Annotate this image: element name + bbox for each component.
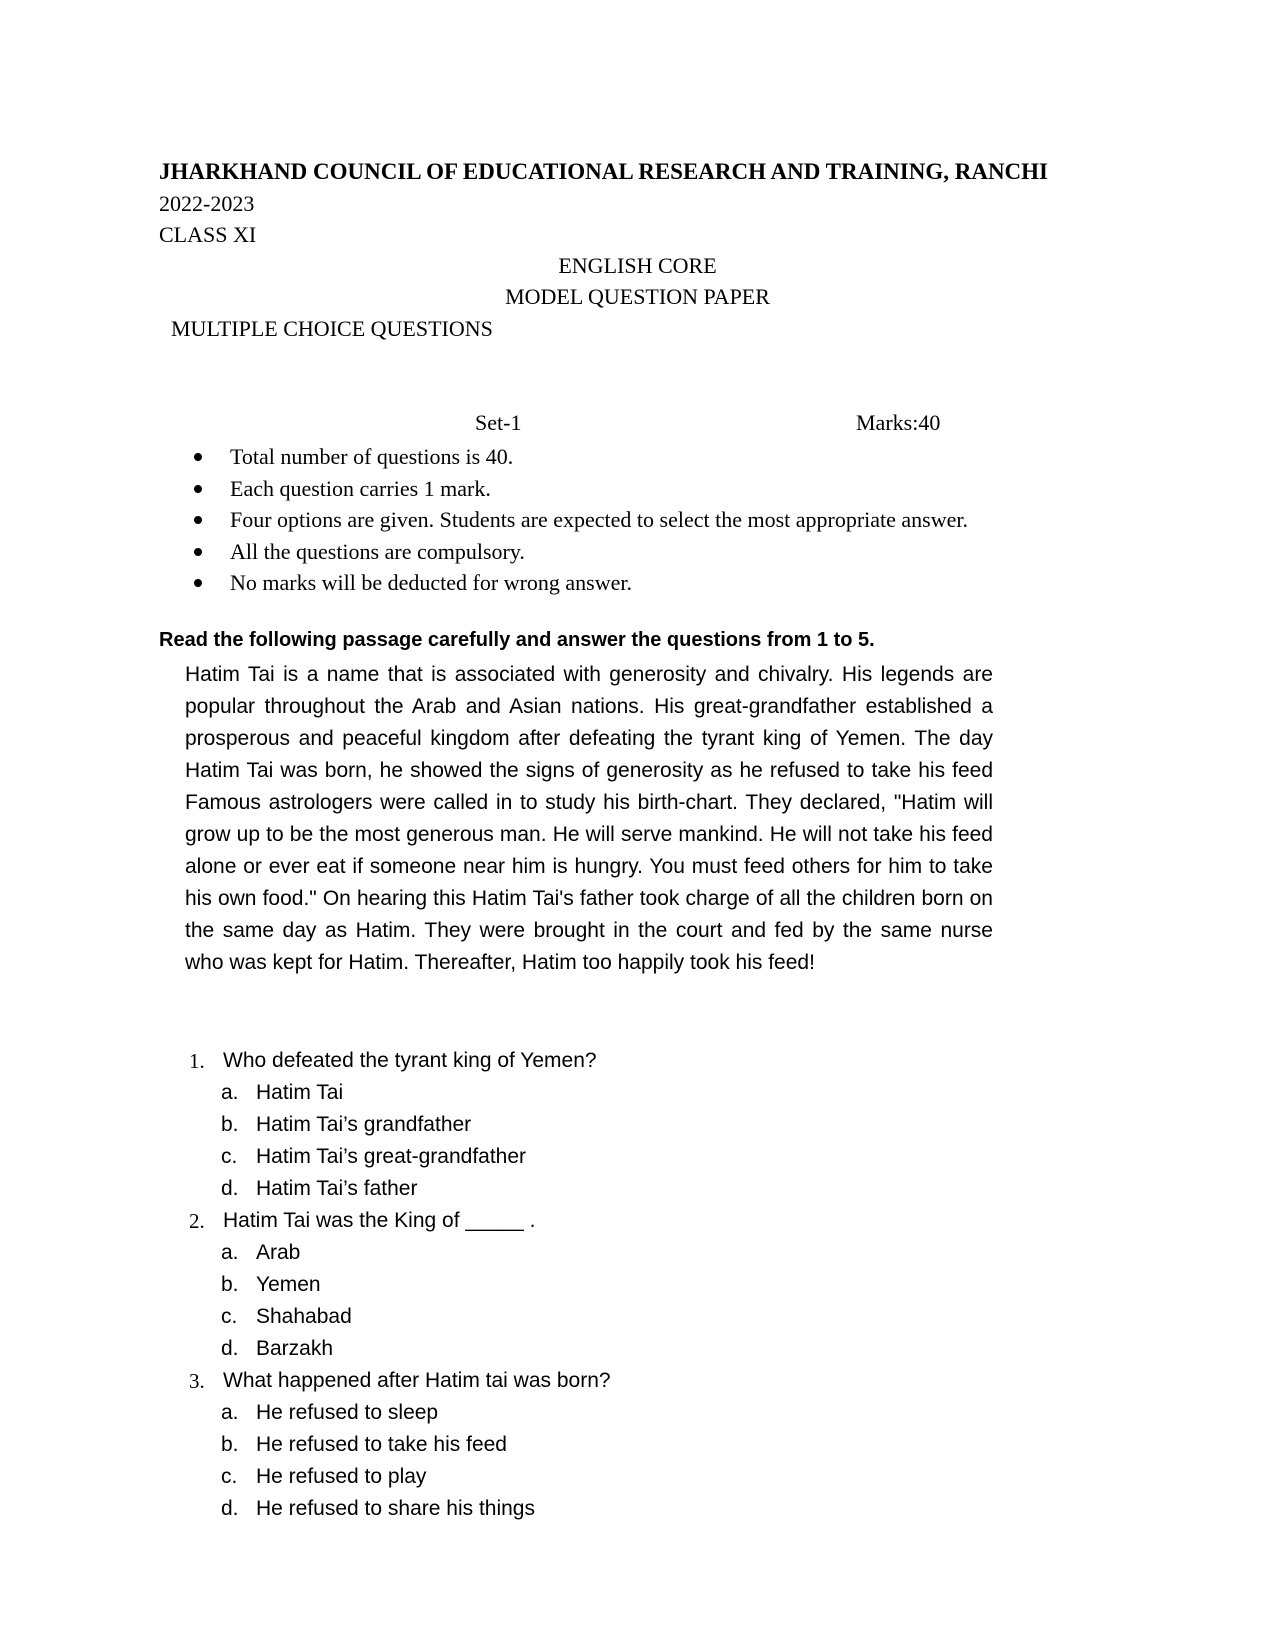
option-letter: c. bbox=[221, 1305, 238, 1328]
bullet-icon bbox=[194, 453, 202, 461]
option-text: He refused to play bbox=[256, 1465, 427, 1488]
session-year: 2022-2023 bbox=[159, 191, 255, 216]
bullet-icon bbox=[194, 548, 202, 556]
option-letter: d. bbox=[221, 1337, 239, 1360]
option-item bbox=[185, 1109, 1085, 1141]
option-item bbox=[185, 1397, 1085, 1429]
option-letter: c. bbox=[221, 1465, 238, 1488]
question-number: 3. bbox=[189, 1369, 205, 1393]
option-item bbox=[185, 1461, 1085, 1493]
option-letter: b. bbox=[221, 1433, 239, 1456]
instruction-item: Total number of questions is 40. bbox=[190, 441, 968, 473]
question-item bbox=[185, 1045, 1085, 1077]
option-item bbox=[185, 1301, 1085, 1333]
instruction-item: Four options are given. Students are expected to select the most appropriate answer. bbox=[190, 504, 968, 536]
option-item bbox=[185, 1429, 1085, 1461]
question-item bbox=[185, 1205, 1085, 1237]
marks-label: Marks:40 bbox=[856, 410, 941, 435]
option-item bbox=[185, 1173, 1085, 1205]
question-list bbox=[185, 1045, 1085, 1525]
question-text: Who defeated the tyrant king of Yemen? bbox=[223, 1049, 597, 1072]
option-text: Hatim Tai’s father bbox=[256, 1177, 418, 1200]
option-letter: b. bbox=[221, 1113, 239, 1136]
option-letter: c. bbox=[221, 1145, 238, 1168]
option-text: Hatim Tai’s great-grandfather bbox=[256, 1145, 527, 1168]
option-letter: d. bbox=[221, 1497, 239, 1520]
option-text: Arab bbox=[256, 1241, 301, 1264]
question-item bbox=[185, 1365, 1085, 1397]
institution-title: JHARKHAND COUNCIL OF EDUCATIONAL RESEARCH AND TRAINING, RANCHI bbox=[159, 159, 1049, 184]
instruction-item: No marks will be deducted for wrong answer. bbox=[190, 567, 968, 599]
passage-instruction: Read the following passage carefully and answer the questions from 1 to 5. bbox=[159, 629, 875, 651]
option-letter: d. bbox=[221, 1177, 239, 1200]
instruction-item: All the questions are compulsory. bbox=[190, 536, 968, 568]
option-text: Yemen bbox=[256, 1273, 321, 1296]
option-letter: b. bbox=[221, 1273, 239, 1296]
option-text: He refused to share his things bbox=[256, 1497, 535, 1520]
section-title: MULTIPLE CHOICE QUESTIONS bbox=[171, 316, 493, 341]
question-number: 1. bbox=[189, 1049, 205, 1073]
bullet-icon bbox=[194, 485, 202, 493]
option-letter: a. bbox=[221, 1241, 239, 1264]
question-text: What happened after Hatim tai was born? bbox=[223, 1369, 611, 1392]
option-letter: a. bbox=[221, 1081, 239, 1104]
option-item bbox=[185, 1237, 1085, 1269]
option-text: He refused to take his feed bbox=[256, 1433, 507, 1456]
option-text: Barzakh bbox=[256, 1337, 334, 1360]
option-item bbox=[185, 1269, 1085, 1301]
option-text: Hatim Tai’s grandfather bbox=[256, 1113, 472, 1136]
option-text: Shahabad bbox=[256, 1305, 352, 1328]
bullet-icon bbox=[194, 516, 202, 524]
option-item bbox=[185, 1333, 1085, 1365]
paper-type-title: MODEL QUESTION PAPER bbox=[505, 284, 770, 309]
option-item bbox=[185, 1493, 1085, 1525]
bullet-icon bbox=[194, 579, 202, 587]
set-label: Set-1 bbox=[475, 410, 522, 435]
option-text: He refused to sleep bbox=[256, 1401, 439, 1424]
passage-text: Hatim Tai is a name that is associated with generosity and chivalry. His legends are popular throughout the Arab and Asian nations. His great-grandfather established a prosperous and peaceful kingdom after defeating the tyrant king of Yemen. The day Hatim Tai was born, he showed the signs of generosity as he refused to take his feed Famous astrologers were called in to study his birth-chart. They declared, "Hatim will grow up to be the most generous man. He will serve mankind. He will not take his feed alone or ever eat if someone near him is hungry. You must feed others for him to take his own food." On hearing this Hatim Tai's father took charge of all the children born on the same day as Hatim. They were brought in the court and fed by the same nurse who was kept for Hatim. Thereafter, Hatim too happily took his feed! bbox=[185, 663, 993, 974]
option-letter: a. bbox=[221, 1401, 239, 1424]
option-text: Hatim Tai bbox=[256, 1081, 344, 1104]
class-label: CLASS XI bbox=[159, 222, 257, 247]
question-text: Hatim Tai was the King of _____ . bbox=[223, 1209, 536, 1232]
instruction-item: Each question carries 1 mark. bbox=[190, 473, 968, 505]
question-number: 2. bbox=[189, 1209, 205, 1233]
option-item bbox=[185, 1077, 1085, 1109]
instructions-list bbox=[190, 441, 968, 599]
subject-title: ENGLISH CORE bbox=[558, 253, 717, 278]
option-item bbox=[185, 1141, 1085, 1173]
